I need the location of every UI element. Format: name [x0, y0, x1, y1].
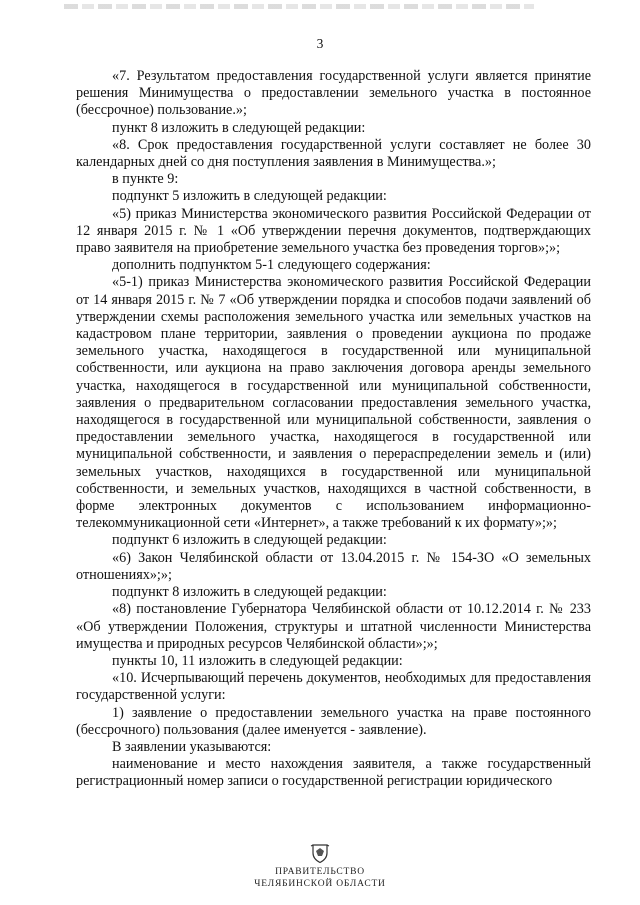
- footer-region: ЧЕЛЯБИНСКОЙ ОБЛАСТИ: [254, 879, 386, 889]
- paragraph: «5) приказ Министерства экономического развития Российской Федерации от 12 января 2015 г. № 1 «Об утверждении перечня документов, подтверждающих право заявителя на приобретение земельного участка без проведения торгов»;»;: [76, 205, 591, 257]
- footer-government: ПРАВИТЕЛЬСТВО: [275, 867, 365, 877]
- paragraph: пункт 8 изложить в следующей редакции:: [112, 119, 366, 136]
- paragraph: В заявлении указываются:: [112, 738, 272, 755]
- page-number: 3: [316, 36, 324, 51]
- paragraph: «6) Закон Челябинской области от 13.04.2015 г. № 154-ЗО «О земельных отношениях»;»;: [76, 549, 591, 583]
- paragraph: пункты 10, 11 изложить в следующей редакции:: [112, 652, 403, 669]
- paragraph: «5-1) приказ Министерства экономического развития Российской Федерации от 14 января 2015 г. № 7 «Об утверждении порядка и способов подачи заявлений об утверждении схемы расположения земельного участка или земельных участков на кадастровом плане территории, заявления о проведении аукциона по продаже земельного участка, находящегося в государственной или муниципальной собственности, или аукциона на право заключения договора аренды земельного участка, находящегося в государственной или муниципальной собственности, заявления о предварительном согласовании предоставления земельного участка, находящегося в государственной или муниципальной собственности, заявления о предоставлении земельного участка, находящегося в государственной или муниципальной собственности, и заявления о перераспределении земель и (или) земельных участков, находящихся в государственной или муниципальной собственности, и земельных участков, находящихся в частной собственности, в форме электронных документов с использованием информационно-телекоммуникационной сети «Интернет», а также требований к их формату»;»;: [76, 274, 591, 532]
- footer: [0, 842, 640, 890]
- paragraph: «8. Срок предоставления государственной услуги составляет не более 30 календарных дней со дня поступления заявления в Минимущества.»;: [76, 136, 591, 171]
- paragraph: «7. Результатом предоставления государственной услуги является принятие решения Минимущества о предоставлении земельного участка в постоянное (бессрочное) пользование.»;: [76, 68, 591, 119]
- paragraph: «8) постановление Губернатора Челябинской области от 10.12.2014 г. № 233 «Об утверждении Положения, структуры и штатной численности Министерства имущества и природных ресурсов Челябинской области»;»;: [76, 601, 591, 652]
- paragraph: подпункт 5 изложить в следующей редакции:: [112, 188, 387, 205]
- paragraph: наименование и место нахождения заявителя, а также государственный регистрационный номер записи о государственной регистрации юридического: [76, 756, 591, 790]
- paragraph: дополнить подпунктом 5-1 следующего содержания:: [112, 257, 431, 274]
- scan-header-line: [64, 4, 534, 9]
- paragraph: 1) заявление о предоставлении земельного участка на праве постоянного (бессрочного) пользования (далее именуется - заявление).: [76, 704, 591, 738]
- paragraph: подпункт 8 изложить в следующей редакции:: [112, 584, 387, 601]
- paragraph: «10. Исчерпывающий перечень документов, необходимых для предоставления государственной услуги:: [76, 670, 591, 704]
- paragraph: подпункт 6 изложить в следующей редакции:: [112, 532, 387, 549]
- document-body: [76, 68, 591, 791]
- paragraph: в пункте 9:: [112, 171, 179, 188]
- coat-of-arms-icon: [309, 842, 331, 864]
